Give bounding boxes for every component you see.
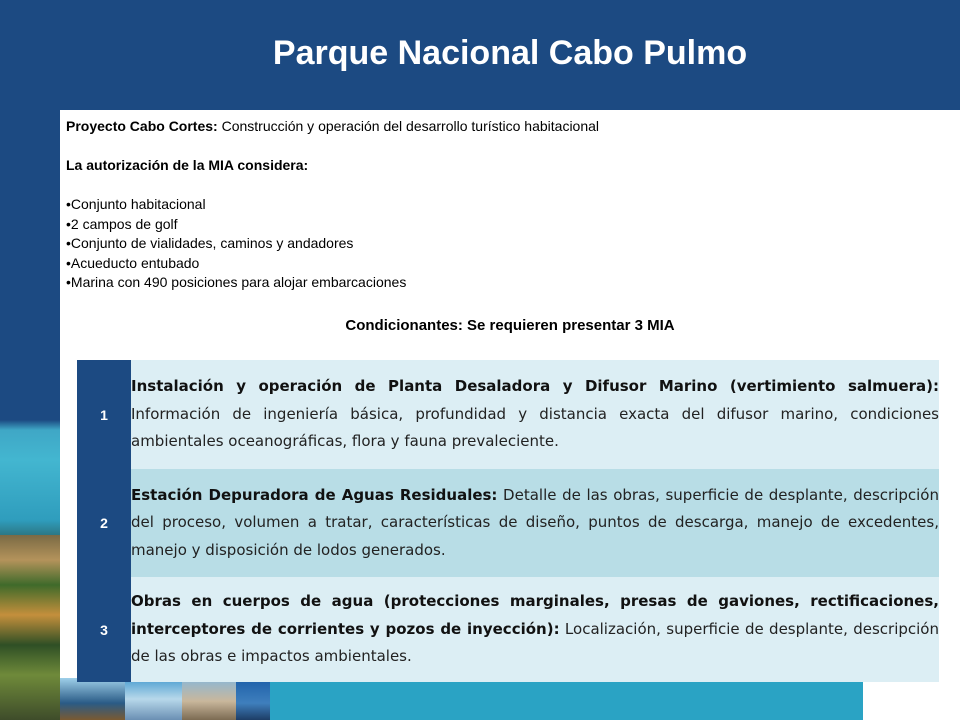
project-label: Proyecto Cabo Cortes: [66, 118, 218, 134]
bottom-photo-thumbnail [60, 678, 125, 720]
table-row [77, 360, 939, 469]
list-item: •Conjunto de vialidades, caminos y andadores [66, 235, 354, 251]
row-description [131, 469, 939, 577]
list-item: •Conjunto habitacional [66, 196, 206, 212]
slide-title: Parque Nacional Cabo Pulmo [272, 34, 748, 72]
row-number: 3 [77, 577, 131, 682]
project-line [66, 117, 946, 137]
row-lead: Instalación y operación de Planta Desaladora y Difusor Marino (vertimiento salmuera): [131, 377, 939, 396]
row-text: Localización, superficie de desplante, descripción de las obras e impactos ambientales. [131, 619, 939, 666]
left-photo-collage [0, 535, 60, 720]
list-item: •Acueducto entubado [66, 254, 200, 271]
row-description [131, 577, 939, 682]
project-text: Construcción y operación del desarrollo turístico habitacional [217, 118, 600, 134]
conditions-table [77, 360, 939, 682]
table-row [77, 577, 939, 682]
authorization-label: La autorización de la MIA considera: [66, 157, 309, 173]
intro-block [66, 117, 946, 293]
list-item: •Marina con 490 posiciones para alojar embarcaciones [66, 274, 407, 290]
row-lead: Estación Depuradora de Aguas Residuales: [131, 485, 498, 504]
row-text: Detalle de las obras, superficie de desplante, descripción del proceso, volumen a tratar, características de diseño, puntos de descarga, manejo de excedentes, manejo y disposición de lodos generados. [131, 485, 939, 559]
row-number: 2 [77, 469, 131, 577]
table-row [77, 469, 939, 577]
bottom-photo-thumbnail [182, 678, 236, 720]
row-lead: Obras en cuerpos de agua (protecciones marginales, presas de gaviones, rectificaciones, interceptores de corrientes y pozos de inyección): [131, 592, 939, 638]
bottom-photo-thumbnail [125, 678, 182, 720]
conditions-heading: Condicionantes: Se requieren presentar 3 MIA [345, 317, 675, 334]
row-number: 1 [77, 360, 131, 469]
bottom-photo-thumbnail [236, 678, 270, 720]
row-description [131, 360, 939, 469]
list-item: •2 campos de golf [66, 215, 178, 232]
row-text: Información de ingeniería básica, profundidad y distancia exacta del difusor marino, condiciones ambientales oceanográficas, flora y fauna prevaleciente. [131, 404, 939, 451]
